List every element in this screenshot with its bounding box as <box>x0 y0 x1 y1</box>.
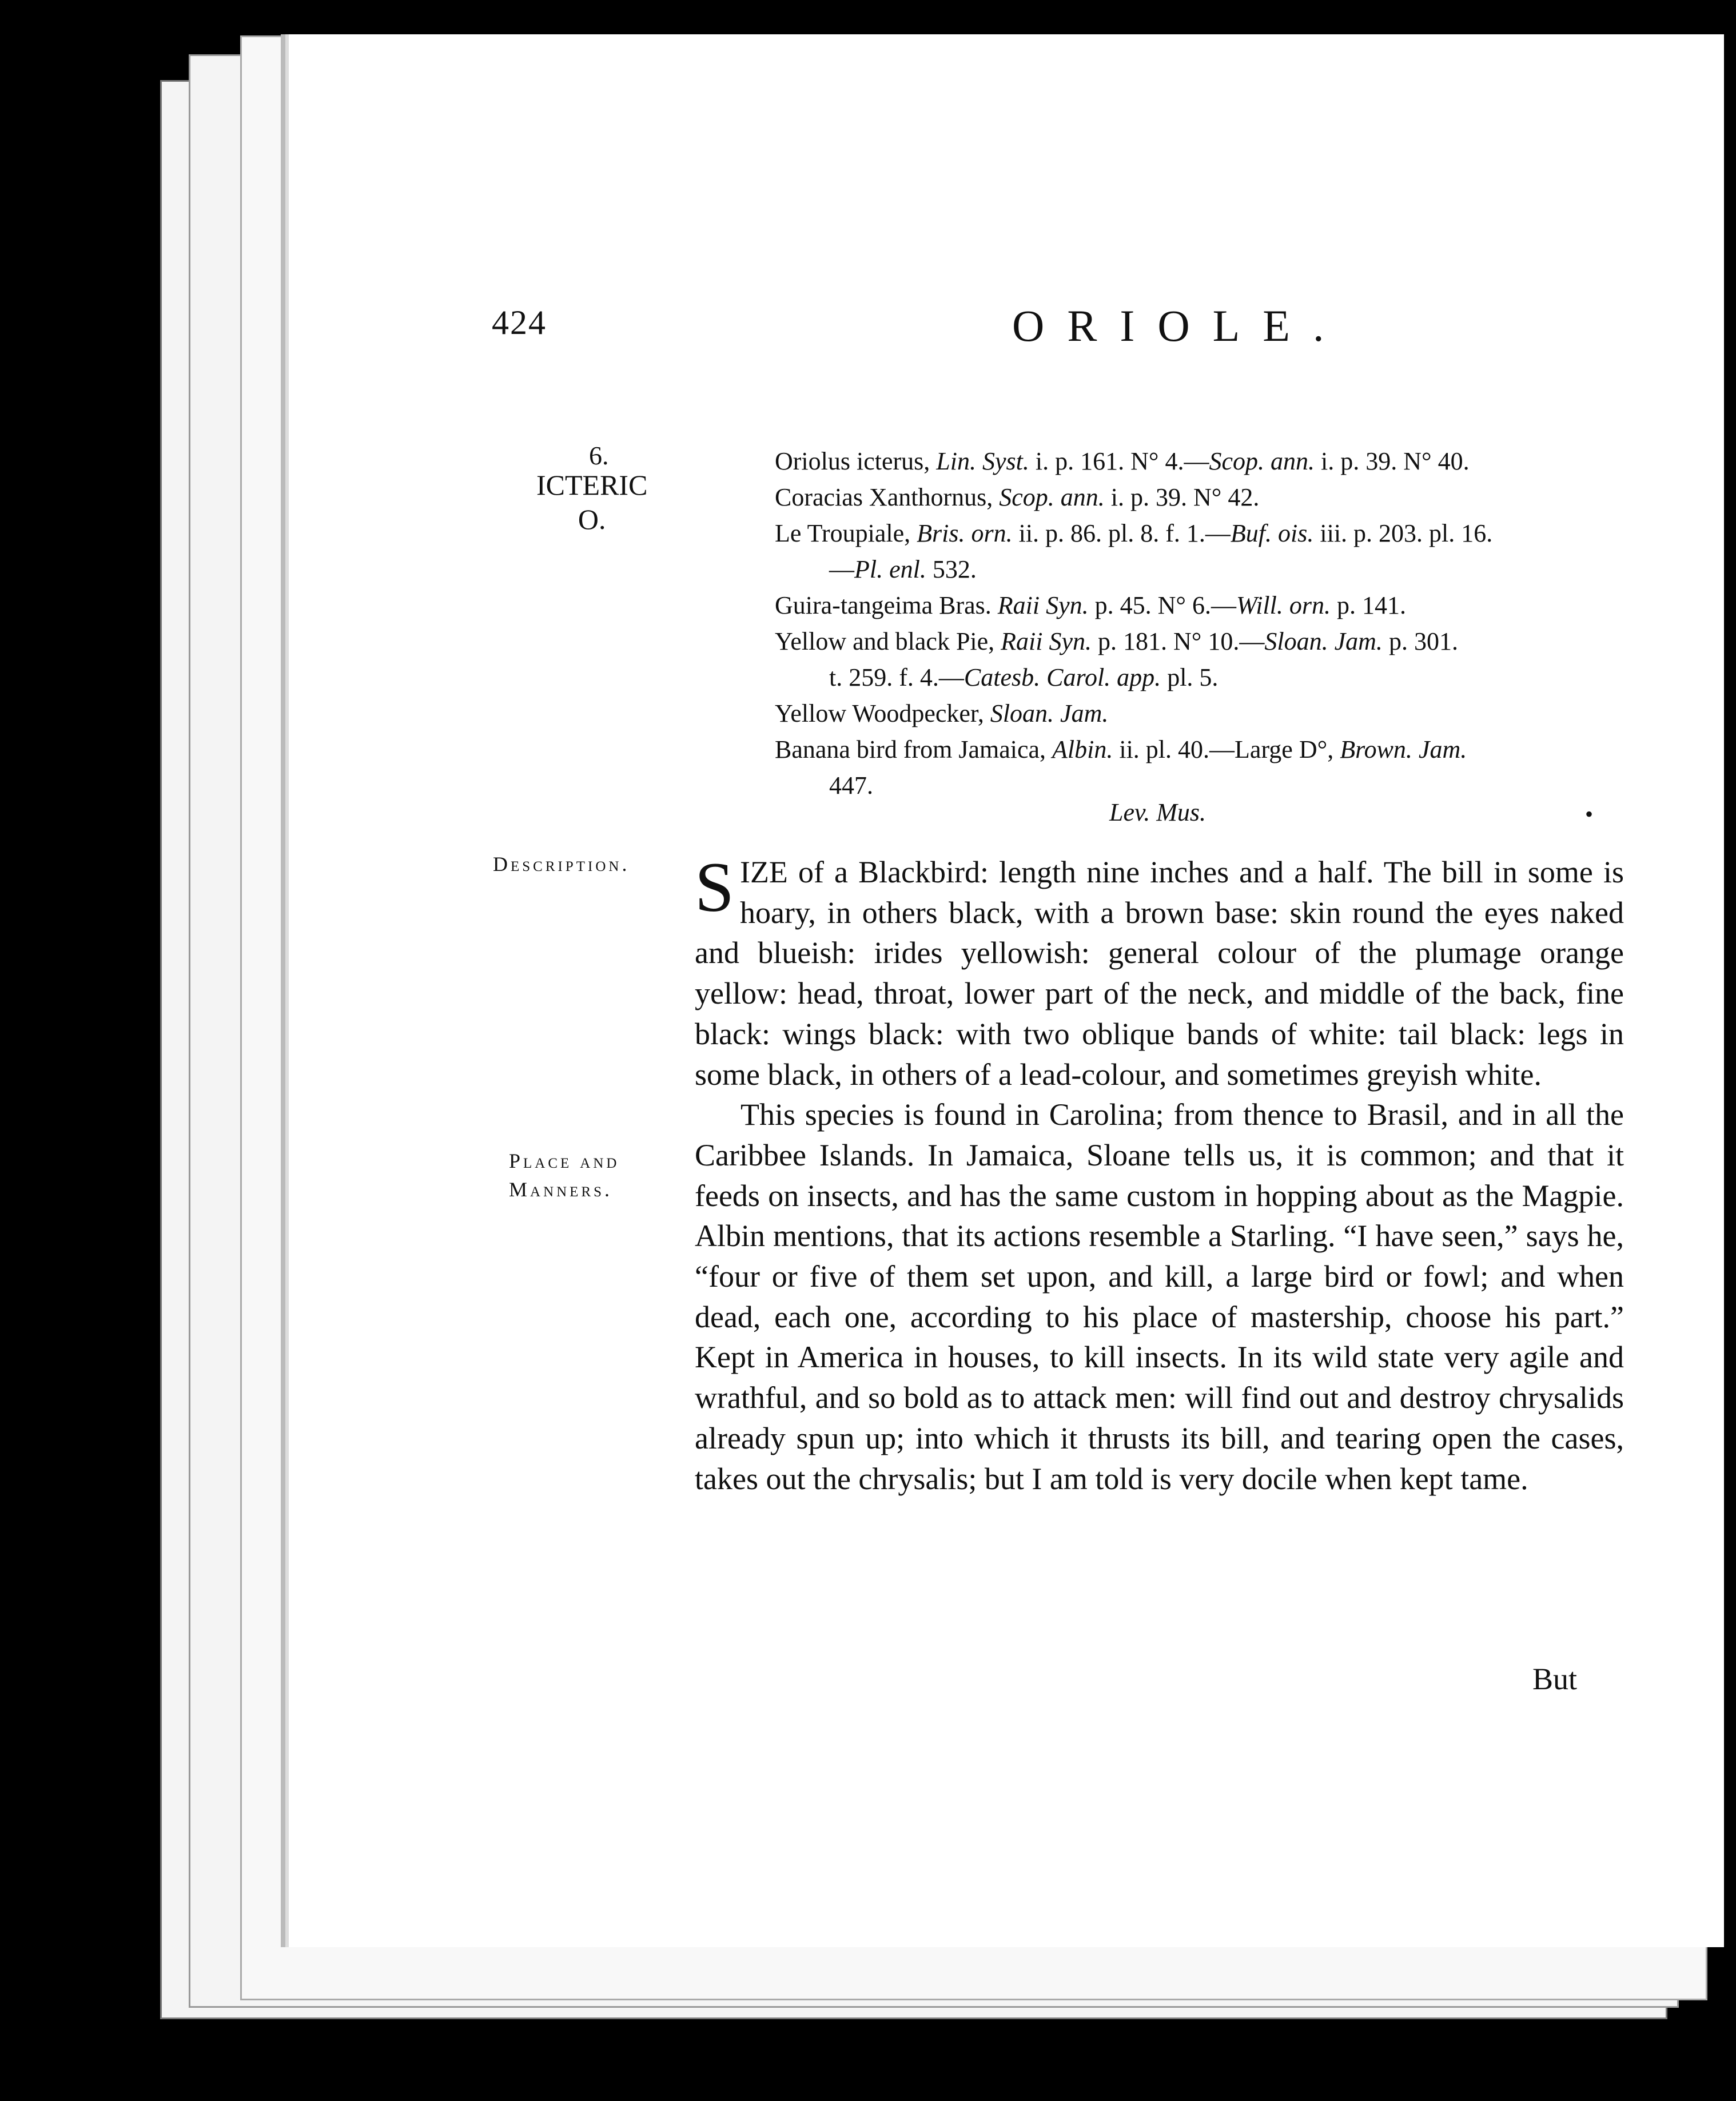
species-name-line2: O. <box>578 503 606 535</box>
running-title: ORIOLE. <box>1012 301 1347 351</box>
margin-label-line: Manners. <box>509 1178 613 1201</box>
synonym-line: Le Troupiale, Bris. orn. ii. p. 86. pl. 8. f. 1.—Buf. ois. iii. p. 203. pl. 16. <box>775 519 1493 547</box>
description-text: IZE of a Blackbird: length nine inches and a half. The bill in some is hoary, in others black, with a brown base: skin round the eyes naked and blueish: irides yellowish: general colour of the plumage orange yellow: head, throat, lower part of the neck, and middle of the back, fine black: wings black: with two oblique bands of white: tail black: legs in some black, in others of a lead-colour, and sometimes greyish white. <box>695 855 1624 1092</box>
bullet-mark: • <box>1585 801 1594 827</box>
synonym-line: —Pl. enl. 532. <box>829 555 977 583</box>
synonym-line: Yellow and black Pie, Raii Syn. p. 181. N° 10.—Sloan. Jam. p. 301. <box>775 627 1458 655</box>
body-text <box>695 848 1624 1499</box>
species-name-line1: ICTERIC <box>536 469 648 501</box>
synonym-line: Coracias Xanthornus, Scop. ann. i. p. 39. N° 42. <box>775 483 1260 511</box>
place-manners-paragraph: This species is found in Carolina; from thence to Brasil, and in all the Caribbee Islands. In Jamaica, Sloane tells us, it is common; and that it feeds on insects, and has the same custom in hopping about as the Magpie. Albin mentions, that its actions resemble a Starling. “I have seen,” says he, “four or five of them set upon, and kill, a large bird or fowl; and when dead, each one, according to his place of mastership, choose his part.” Kept in America in houses, to kill insects. In its wild state very agile and wrathful, and so bold as to attack men: will find out and destroy chrysalids already spun up; into which it thrusts its bill, and tearing open the cases, takes out the chrysalis; but I am told is very docile when kept tame. <box>695 1097 1624 1496</box>
synonym-line: Guira-tangeima Bras. Raii Syn. p. 45. N° 6.—Will. orn. p. 141. <box>775 591 1407 619</box>
drop-capital: S <box>695 848 734 926</box>
synonym-line: Yellow Woodpecker, Sloan. Jam. <box>775 699 1109 727</box>
synonymy-list <box>775 443 1633 803</box>
species-number: 6. <box>589 441 609 470</box>
margin-label-place-and-manners <box>509 1147 619 1204</box>
synonym-line: 447. <box>829 771 873 799</box>
synonym-line: t. 259. f. 4.—Catesb. Carol. app. pl. 5. <box>829 663 1219 691</box>
page-number: 424 <box>492 304 547 341</box>
margin-label-description: Description. <box>493 853 630 876</box>
margin-label-line: Place and <box>509 1149 620 1172</box>
museum-reference: Lev. Mus. <box>1109 798 1207 826</box>
synonym-line: Oriolus icterus, Lin. Syst. i. p. 161. N° 4.—Scop. ann. i. p. 39. N° 40. <box>775 447 1470 475</box>
species-name <box>536 468 647 536</box>
description-paragraph <box>695 848 1624 1095</box>
synonym-line: Banana bird from Jamaica, Albin. ii. pl. 40.—Large D°, Brown. Jam. <box>775 735 1467 763</box>
catchword: But <box>1532 1662 1578 1696</box>
